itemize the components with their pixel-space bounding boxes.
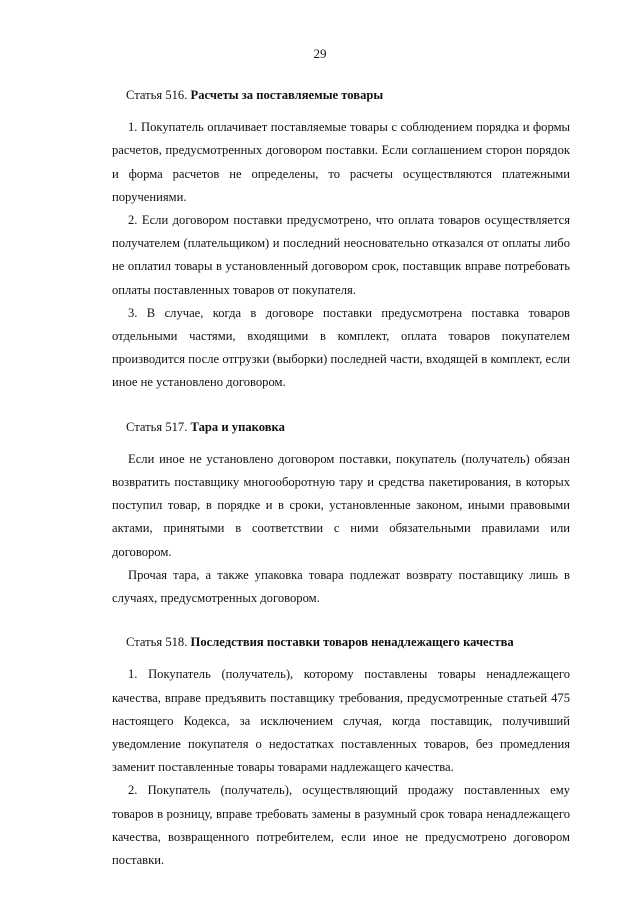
article-paragraph: Прочая тара, а также упаковка товара подлежат возврату поставщику лишь в случаях, предусмотренных договором. [112, 567, 570, 606]
article-label: Статья 516. [126, 88, 188, 102]
article-paragraph: 2. Покупатель (получатель), осуществляющий продажу поставленных ему товаров в розницу, вправе требовать замены в разумный срок товара ненадлежащего качества, возвращенного потребителем, если иное не предусмотрено договором поставки. [112, 783, 570, 868]
article-title: Последствия поставки товаров ненадлежащего качества [190, 635, 514, 650]
document-body [112, 84, 570, 872]
article-title: Расчеты за поставляемые товары [190, 88, 384, 102]
article-heading [112, 84, 570, 107]
article-paragraph: Если иное не установлено договором поставки, покупатель (получатель) обязан возвратить поставщику многооборотную тару и средства пакетирования, в которых поступил товар, в порядке и в сроки, установленные законом, иными правовыми актами, принятыми в соответствии с ними обязательными правилами или договором. [112, 451, 570, 559]
page-number: 29 [313, 46, 327, 61]
article-paragraph: 1. Покупатель оплачивает поставляемые товары с соблюдением порядка и формы расчетов, предусмотренных договором поставки. Если соглашением сторон порядок и форма расчетов не определены, то расчеты осуществляются платежными поручениями. [112, 120, 570, 204]
article-label: Статья 518. [126, 635, 188, 650]
article-heading [112, 416, 570, 439]
article-paragraph: 1. Покупатель (получатель), которому поставлены товары ненадлежащего качества, вправе предъявить поставщику требования, предусмотренные статьей 475 настоящего Кодекса, за исключением случая, когда поставщик, получивший уведомление покупателя о недостатках поставленных товаров, без промедления заменит поставленные товары товарами надлежащего качества. [112, 667, 570, 775]
article-title: Тара и упаковка [190, 419, 285, 434]
article-heading [112, 631, 570, 654]
article-paragraph: 3. В случае, когда в договоре поставки предусмотрена поставка товаров отдельными частями, входящими в комплект, оплата товаров покупателем производится после отгрузки (выборки) последней части, входящей в комплект, если иное не установлено договором. [112, 305, 570, 390]
article-label: Статья 517. [126, 419, 188, 434]
article-517 [112, 416, 570, 611]
article-518 [112, 631, 570, 872]
article-516 [112, 84, 570, 395]
article-paragraph: 2. Если договором поставки предусмотрено, что оплата товаров осуществляется получателем (плательщиком) и последний неосновательно отказался от оплаты либо не оплатил товары в установленный договором срок, поставщик вправе потребовать оплаты поставленных товаров от покупателя. [112, 213, 570, 297]
